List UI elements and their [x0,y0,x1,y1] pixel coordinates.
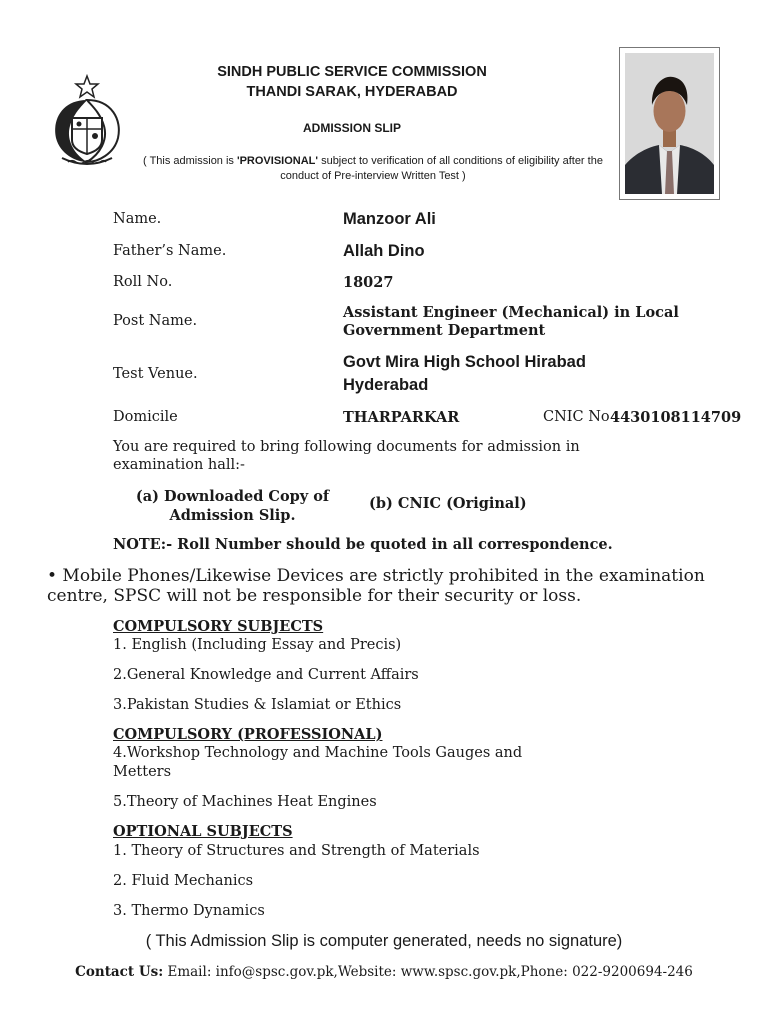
contact-line [0,964,768,980]
organization-name: SINDH PUBLIC SERVICE COMMISSION [217,64,487,80]
father-name-label: Father’s Name. [113,243,227,259]
slip-title: ADMISSION SLIP [302,121,401,135]
computer-generated-note: ( This Admission Slip is computer generated, needs no signature) [145,932,623,950]
cnic-number: 4430108114709 [610,409,742,426]
subject-item: 2.General Knowledge and Current Affairs [113,667,419,683]
domicile-label: Domicile [113,409,178,425]
spsc-emblem-logo [48,74,126,168]
subject-item: 1. Theory of Structures and Strength of Materials [113,843,480,859]
contact-details: Email: info@spsc.gov.pk,Website: www.spsc.gov.pk,Phone: 022-9200694-246 [163,964,693,980]
domicile: THARPARKAR [343,409,460,426]
document-item-cnic: (b) CNIC (Original) [369,495,527,512]
compulsory-subjects-heading: COMPULSORY SUBJECTS [113,618,324,635]
cnic-label: CNIC No [543,409,610,425]
subject-item: 1. English (Including Essay and Precis) [113,637,402,653]
provisional-note-suffix: subject to verification of all conditions of eligibility after the conduct of Pre-interview Written Test ) [280,155,603,182]
professional-subjects-heading: COMPULSORY (PROFESSIONAL) [113,726,383,743]
test-venue-label: Test Venue. [113,366,198,382]
organization-address: THANDI SARAK, HYDERABAD [246,84,458,100]
roll-no: 18027 [343,274,394,291]
subject-item: 3. Thermo Dynamics [113,903,265,919]
provisional-note-prefix: ( This admission is [143,155,237,167]
name-label: Name. [113,211,162,227]
provisional-note [130,154,616,184]
subject-item: 3.Pakistan Studies & Islamiat or Ethics [113,697,402,713]
contact-label: Contact Us: [75,964,164,980]
candidate-portrait-image [625,53,714,194]
mobile-phone-warning: • Mobile Phones/Likewise Devices are strictly prohibited in the examination centre, SPSC will not be responsible for their security or loss. [47,566,705,606]
test-venue: Govt Mira High School Hirabad Hyderabad [343,353,586,394]
candidate-name: Manzoor Ali [343,210,436,228]
father-name: Allah Dino [343,242,425,260]
roll-number-note: NOTE:- Roll Number should be quoted in all correspondence. [113,536,613,553]
candidate-photo [619,47,720,200]
post-name: Assistant Engineer (Mechanical) in Local Government Department [343,304,679,339]
subject-item: 2. Fluid Mechanics [113,873,254,889]
subject-item: 4.Workshop Technology and Machine Tools Gauges and Metters [113,745,523,780]
subject-item: 5.Theory of Machines Heat Engines [113,794,377,810]
post-name-label: Post Name. [113,313,198,329]
documents-intro: You are required to bring following documents for admission in examination hall:- [113,439,580,473]
roll-no-label: Roll No. [113,274,173,290]
optional-subjects-heading: OPTIONAL SUBJECTS [113,823,293,840]
document-item-admission-slip: (a) Downloaded Copy of Admission Slip. [135,488,330,524]
provisional-note-bold: 'PROVISIONAL' [236,155,319,167]
